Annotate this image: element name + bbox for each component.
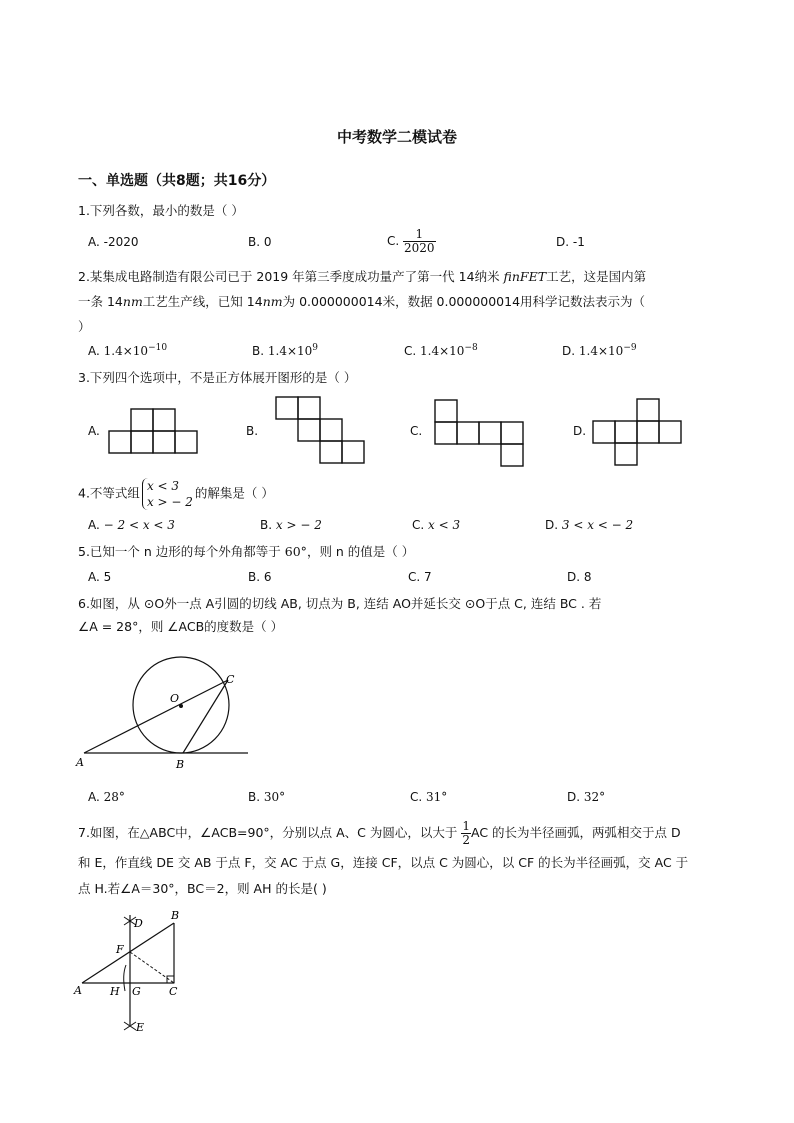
text: 为 0.000000014米，数据 0.000000014用科学记数法表示为（ [282, 294, 646, 309]
net-d-square [615, 421, 637, 443]
q3-option-a: A. [88, 424, 100, 438]
text: 一条 14 [78, 294, 123, 309]
net-d-square [637, 421, 659, 443]
q2-option-d [562, 343, 637, 358]
q4-option-c [412, 518, 460, 532]
inequality-system [142, 478, 193, 510]
fraction-denominator: 2020 [404, 241, 435, 255]
q7-stem-line1 [78, 820, 738, 847]
label-g: G [132, 985, 141, 998]
net-d-square [659, 421, 681, 443]
label: B. [248, 790, 261, 804]
net-d-square [637, 399, 659, 421]
q4-option-d [545, 518, 633, 532]
text: 5.已知一个 n 边形的每个外角都等于 [78, 544, 285, 559]
center-point [179, 704, 183, 708]
q6-option-d [567, 790, 605, 804]
q4-stem [78, 478, 718, 510]
net-a-square [131, 409, 153, 431]
net-c-square [435, 400, 457, 422]
section-heading: 一、单选题（共8题；共16分） [78, 173, 276, 189]
math: 60° [284, 544, 307, 559]
label: D. [545, 518, 559, 532]
text: 工艺，这是国内第 [546, 269, 647, 284]
q1-option-c-label: C. [387, 234, 400, 248]
math: 32° [583, 790, 606, 804]
net-b-square [276, 397, 298, 419]
math: 1.4×10 [267, 344, 313, 358]
q2-option-a [88, 343, 167, 358]
net-a-square [131, 431, 153, 453]
math: 1.4×10 [578, 344, 624, 358]
label: B. [260, 518, 273, 532]
net-c-square [501, 422, 523, 444]
math: x > − 2 [275, 518, 322, 532]
text: ，则 n 的值是（ ） [306, 544, 415, 559]
page-title: 中考数学二模试卷 [336, 128, 457, 146]
math: 3 < x < − 2 [561, 518, 634, 532]
label: A. [88, 518, 100, 532]
q1-option-a: A. -2020 [88, 235, 139, 249]
q2-stem-line2 [78, 291, 728, 313]
q6-option-b [248, 790, 285, 804]
net-d-square [615, 443, 637, 465]
q1-option-d: D. -1 [556, 235, 585, 249]
q6-stem-line2: ∠A = 28°，则 ∠ACB的度数是（ ） [78, 619, 284, 634]
label-h: H [110, 985, 120, 998]
q6-option-c [410, 790, 447, 804]
net-a-square [153, 431, 175, 453]
net-c-square [479, 422, 501, 444]
math: 1.4×10 [103, 344, 149, 358]
fraction-numerator: 1 [462, 819, 470, 833]
label-b: B [171, 909, 180, 922]
q7-fraction [461, 820, 471, 847]
q2-stem-line1 [78, 266, 728, 288]
label-e: E [136, 1021, 145, 1034]
label: B. [252, 344, 265, 358]
q3-option-d: D. [573, 424, 587, 438]
net-a-square [175, 431, 197, 453]
net-d-square [593, 421, 615, 443]
net-b-square [298, 397, 320, 419]
q4-option-b [260, 518, 322, 532]
label: D. [562, 344, 576, 358]
text: 4.不等式组 [78, 485, 140, 501]
math: 30° [263, 790, 286, 804]
net-b-square [320, 441, 342, 463]
label-f: F [116, 943, 124, 956]
math: 31° [426, 790, 448, 804]
inequality-1: x < 3 [146, 479, 180, 493]
q2-stem-line3: ） [78, 319, 91, 334]
q2-option-b [252, 343, 318, 358]
q3-stem: 3.下列四个选项中，不是正方体展开图形的是（ ） [78, 370, 357, 385]
text: 2.某集成电路制造有限公司已于 2019 年第三季度成功量产了第一代 14纳米 [78, 269, 504, 284]
q7-stem-line2: 和 E，作直线 DE 交 AB 于点 F，交 AC 于点 G，连接 CF，以点 C 为圆心，以 CF 的长为半径画弧，交 AC 于 [78, 855, 689, 870]
math-term: nm [122, 294, 143, 309]
segment-cf [130, 952, 174, 983]
q3-cube-nets-figure [0, 390, 794, 470]
label-c: C [226, 673, 235, 686]
math-term: nm [262, 294, 283, 309]
q5-option-a: A. 5 [88, 570, 112, 584]
label: D. [567, 790, 581, 804]
net-b-square [342, 441, 364, 463]
math: x < 3 [428, 518, 461, 532]
text: 的解集是（ ） [194, 485, 274, 501]
net-a-square [153, 409, 175, 431]
q5-option-b: B. 6 [248, 570, 272, 584]
math-term: finFET [503, 269, 547, 284]
net-b-square [320, 419, 342, 441]
exponent: −10 [148, 343, 168, 353]
q5-option-d: D. 8 [567, 570, 592, 584]
math: − 2 < x < 3 [103, 518, 175, 532]
q4-option-a [88, 518, 175, 532]
net-c-square [501, 444, 523, 466]
q1-option-b: B. 0 [248, 235, 272, 249]
q5-stem [78, 541, 718, 563]
arc-h [124, 965, 126, 991]
label: C. [410, 790, 423, 804]
label-a: A [76, 756, 84, 769]
q7-triangle-construction-figure [70, 905, 190, 1040]
q1-option-c [387, 228, 436, 255]
label: A. [88, 790, 100, 804]
exponent: −9 [623, 343, 637, 353]
math: 28° [103, 790, 125, 804]
label: A. [88, 344, 100, 358]
q6-option-a [88, 790, 125, 804]
q3-option-b: B. [246, 424, 259, 438]
net-c-square [457, 422, 479, 444]
q2-option-c [404, 343, 478, 358]
q1-option-c-fraction [403, 228, 436, 255]
text: AC 的长为半径画弧，两弧相交于点 D [471, 825, 681, 840]
text: 工艺生产线，已知 14 [142, 294, 263, 309]
q6-circle-tangent-figure [70, 640, 260, 776]
q6-stem-line1: 6.如图，从 ⊙O外一点 A引圆的切线 AB, 切点为 B, 连结 AO并延长交 ⊙O于点 C, 连结 BC . 若 [78, 596, 602, 611]
inequality-2: x > − 2 [146, 495, 193, 509]
q7-stem-line3: 点 H.若∠A＝30°，BC＝2，则 AH 的长是( ) [78, 881, 327, 896]
label-d: D [134, 917, 143, 930]
fraction-denominator: 2 [462, 833, 470, 847]
q1-stem: 1.下列各数，最小的数是（ ） [78, 203, 244, 218]
label-a: A [74, 984, 82, 997]
label: C. [404, 344, 417, 358]
label-o: O [170, 692, 180, 705]
net-b-square [298, 419, 320, 441]
segment-ab [82, 923, 174, 983]
text: 7.如图，在△ABC中，∠ACB=90°，分别以点 A、C 为圆心，以大于 [78, 825, 462, 840]
line-ac [84, 680, 228, 753]
q5-option-c: C. 7 [408, 570, 432, 584]
label-b: B [176, 758, 185, 771]
fraction-numerator: 1 [403, 228, 436, 242]
label: C. [412, 518, 425, 532]
exponent: −8 [464, 343, 478, 353]
net-a-square [109, 431, 131, 453]
exponent: 9 [312, 343, 319, 353]
math: 1.4×10 [420, 344, 465, 358]
q3-option-c: C. [410, 424, 423, 438]
label-c: C [169, 985, 178, 998]
net-c-square [435, 422, 457, 444]
